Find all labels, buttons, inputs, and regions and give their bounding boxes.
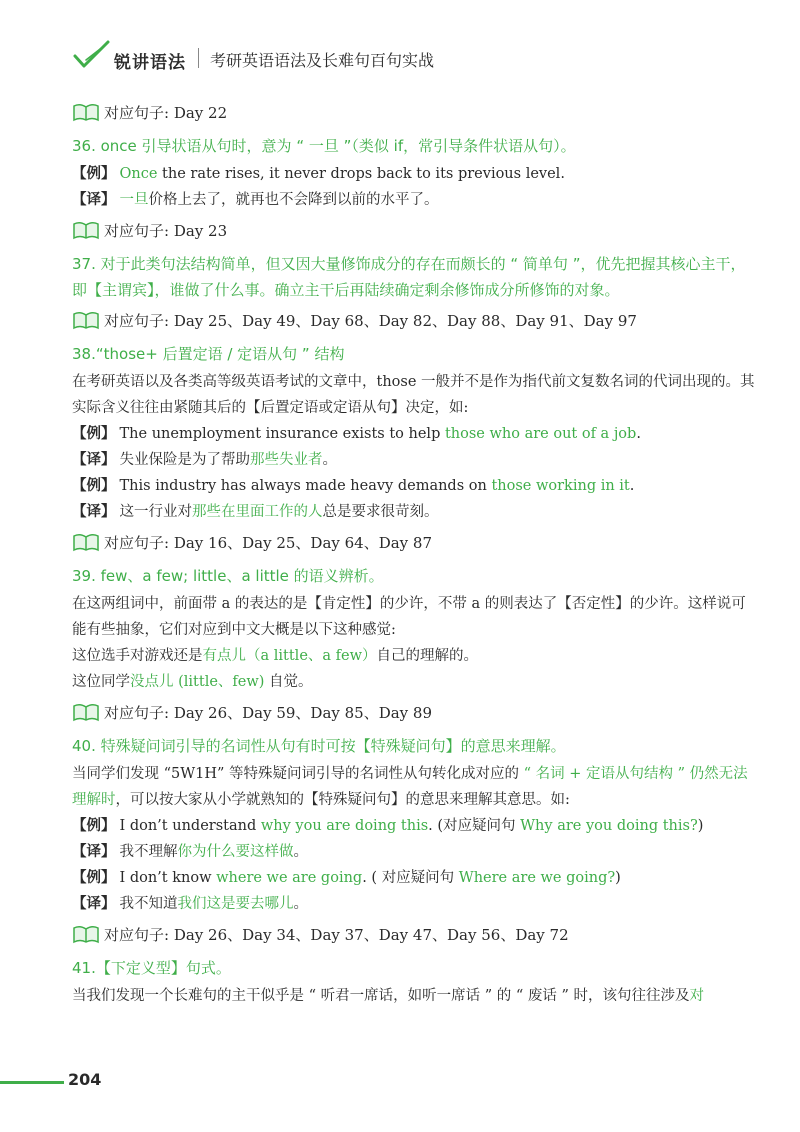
section-40-paragraph: 当同学们发现 “5W1H” 等特殊疑问词引导的名词性从句转化成对应的 “ 名词 + 定语从句结构 ” 仍然无法理解时，可以按大家从小学就熟知的【特殊疑问句】的意思来理解其意思。如: — [72, 766, 748, 808]
translation-line: 【译】 我不知道我们这是要去哪儿。 — [72, 895, 308, 912]
reference-text: 对应句子: Day 25、Day 49、Day 68、Day 82、Day 88、Day 91、Day 97 — [104, 311, 637, 330]
page-content — [72, 95, 760, 1009]
brand-name: 锐讲语法 — [114, 53, 186, 73]
reference-text: 对应句子: Day 26、Day 34、Day 37、Day 47、Day 56、Day 72 — [104, 925, 569, 944]
section-40-heading: 40. 特殊疑问词引导的名词性从句有时可按【特殊疑问句】的意思来理解。 — [72, 737, 566, 755]
translation-tag: 【译】 — [72, 191, 116, 208]
section-39-heading: 39. few、a few; little、a little 的语义辨析。 — [72, 567, 384, 585]
page-header — [72, 38, 752, 78]
book-icon — [72, 310, 100, 330]
reference-text: 对应句子: Day 16、Day 25、Day 64、Day 87 — [104, 533, 433, 552]
header-divider — [198, 48, 199, 68]
example-line: 【例】 Once the rate rises, it never drops back to its previous level. — [72, 165, 565, 182]
reference-text: 对应句子: Day 23 — [104, 221, 228, 240]
example-tag: 【例】 — [72, 165, 116, 182]
footer-accent-line — [0, 1081, 64, 1084]
example-line: 这位同学没点儿 (little、few) 自觉。 — [72, 674, 313, 690]
page-number: 204 — [68, 1070, 102, 1089]
sentence-reference — [72, 699, 760, 725]
section-39-paragraph: 在这两组词中，前面带 a 的表达的是【肯定性】的少许，不带 a 的则表达了【否定性】的少许。这样说可能有些抽象，它们对应到中文大概是以下这种感觉: — [72, 596, 746, 638]
example-line: 【例】 I don’t understand why you are doing this. (对应疑问句 Why are you doing this?) — [72, 817, 704, 834]
reference-text: 对应句子: Day 22 — [104, 103, 228, 122]
sentence-reference — [72, 529, 760, 555]
sentence-reference — [72, 307, 760, 333]
translation-line: 【译】 我不理解你为什么要这样做。 — [72, 843, 308, 860]
book-icon — [72, 532, 100, 552]
sentence-reference — [72, 99, 760, 125]
section-36-heading: 36. once 引导状语从句时，意为 “ 一旦 ”（类似 if，常引导条件状语从句）。 — [72, 137, 576, 155]
example-line: 这位选手对游戏还是有点儿（a little、a few）自己的理解的。 — [72, 648, 479, 664]
book-icon — [72, 220, 100, 240]
book-icon — [72, 702, 100, 722]
translation-line: 【译】 一旦价格上去了，就再也不会降到以前的水平了。 — [72, 191, 439, 208]
section-38-heading: 38.“those+ 后置定语 / 定语从句 ” 结构 — [72, 345, 345, 363]
example-line: 【例】 This industry has always made heavy demands on those working in it. — [72, 477, 635, 494]
translation-line: 【译】 这一行业对那些在里面工作的人总是要求很苛刻。 — [72, 503, 439, 520]
section-41-paragraph: 当我们发现一个长难句的主干似乎是 “ 听君一席话，如听一席话 ” 的 “ 废话 ” 时，该句往往涉及对 — [72, 988, 705, 1004]
sentence-reference — [72, 217, 760, 243]
section-38-paragraph: 在考研英语以及各类高等级英语考试的文章中，those 一般并不是作为指代前文复数名词的代词出现的。其实际含义往往由紧随其后的【后置定语或定语从句】决定，如: — [72, 374, 755, 416]
book-icon — [72, 924, 100, 944]
checkmark-logo-icon — [72, 38, 112, 72]
reference-text: 对应句子: Day 26、Day 59、Day 85、Day 89 — [104, 703, 433, 722]
section-41-heading: 41.【下定义型】句式。 — [72, 959, 231, 977]
section-37-heading: 37. 对于此类句法结构简单，但又因大量修饰成分的存在而颇长的 “ 简单句 ”，优先把握其核心主干， 即【主谓宾】，谁做了什么事。确立主干后再陆续确定剩余修饰成分所修饰的对象。 — [72, 255, 746, 299]
sentence-reference — [72, 921, 760, 947]
book-icon — [72, 102, 100, 122]
example-line: 【例】 The unemployment insurance exists to help those who are out of a job. — [72, 425, 641, 442]
translation-line: 【译】 失业保险是为了帮助那些失业者。 — [72, 451, 337, 468]
example-line: 【例】 I don’t know where we are going. ( 对应疑问句 Where are we going?) — [72, 869, 621, 886]
book-title: 考研英语语法及长难句百句实战 — [210, 51, 435, 70]
